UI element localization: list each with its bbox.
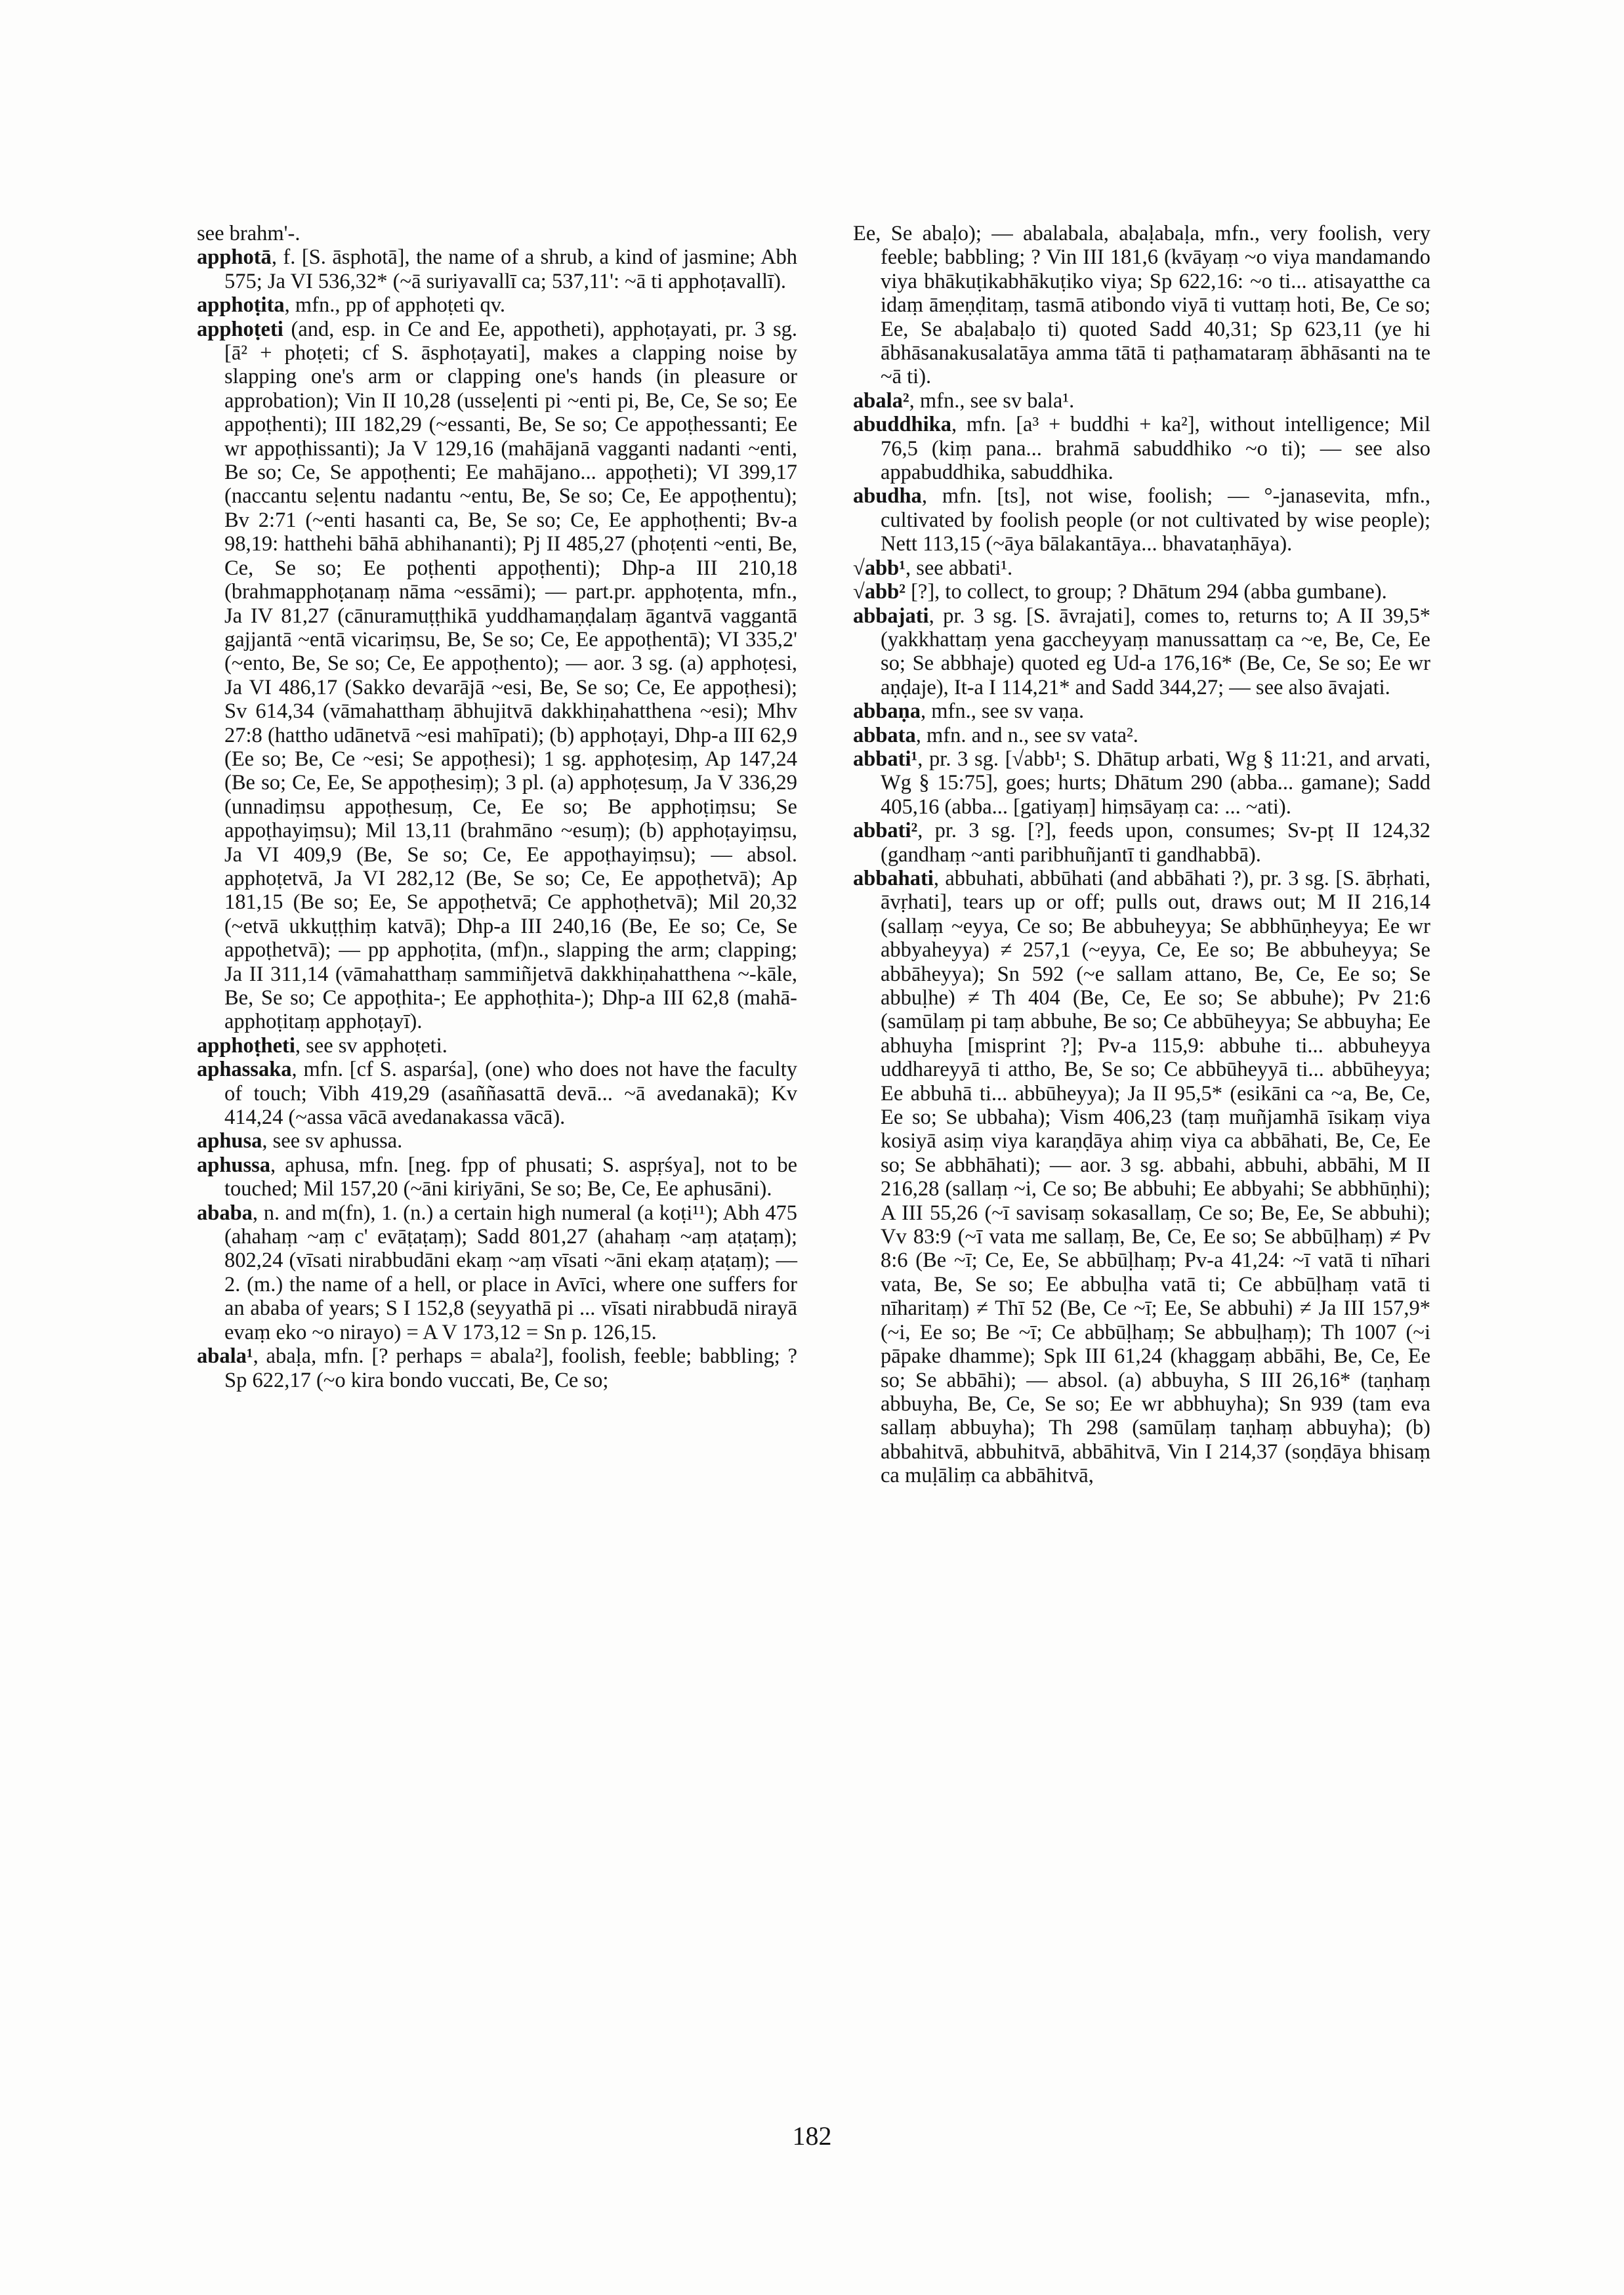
entry-text: (and, esp. in Ce and Ee, appotheti), apphoṭayati, pr. 3 sg. [ā² + phoṭeti; cf S. āsphoṭayati], makes a clapping noise by slapping one's arm or clapping one's hands (in pleasure or approbation); Vin II 10,28 (usseḷenti pi ~enti pi, Be, Ce, Se so; Ee appoṭhenti); III 182,29 (~essanti, Be, Se so; Ce appoṭhessanti; Ee wr appoṭhissanti); Ja V 129,16 (mahājanā vagganti nadanti ~enti, Be so; Ce, Se appoṭhenti; Ee mahājano... appoṭheti); VI 399,17 (naccantu seḷentu nadantu ~entu, Be, Se so; Ce, Ee appoṭhentu); Bv 2:71 (~enti hasanti ca, Be, Se so; Ce, Ee apphoṭhenti; Bv-a 98,19: hatthehi bāhā abhihananti); Pj II 485,27 (phoṭenti ~enti, Be, Ce, Se so; Ee poṭhenti appoṭhenti); Dhp-a III 210,18 (brahmapphoṭanaṃ nāma ~essāmi); — part.pr. apphoṭenta, mfn., Ja IV 81,27 (cānuramuṭṭhikā yuddhamaṇḍalaṃ āgantvā vaggantā gajjantā ~entā vicariṃsu, Be, Se so; Ce, Ee appoṭhentā); VI 335,2' (~ento, Be, Se so; Ce, Ee appoṭhento); — aor. 3 sg. (a) apphoṭesi, Ja VI 486,17 (Sakko devarājā ~esi, Be, Se so; Ce, Ee appoṭhesi); Sv 614,34 (vāmahatthaṃ ābhujitvā dakkhiṇahatthena ~esi); Mhv 27:8 (hattho udānetvā ~esi mahīpati); (b) apphoṭayi, Dhp-a III 62,9 (Ee so; Be, Ce ~esi; Se appoṭhesi); 1 sg. apphoṭesiṃ, Ap 147,24 (Be so; Ce, Ee, Se appoṭhesiṃ); 3 pl. (a) apphoṭesuṃ, Ja V 336,29 (unnadiṃsu appoṭhesuṃ, Ce, Ee so; Be apphoṭiṃsu; Se appoṭhayiṃsu); Mil 13,11 (brahmāno ~esuṃ); (b) apphoṭayiṃsu, Ja VI 409,9 (Be, Se so; Ce, Ee appoṭhayiṃsu); — absol. apphoṭetvā, Ja VI 282,12 (Be, Se so; Ce, Ee appoṭhetvā); Ap 181,15 (Be so; Ee, Se appoṭhetvā; Ce apphoṭhetvā); Mil 20,32 (~etvā ukkuṭṭhiṃ katvā); Dhp-a III 240,16 (Be, Ee so; Ce, Se appoṭhetvā); — pp apphoṭita, (mf)n., slapping the arm; clapping; Ja II 311,14 (vāmahatthaṃ sammiñjetvā dakkhiṇahatthena ~-kāle, Be, Se so; Ce appoṭhita-; Ee apphoṭhita-); Dhp-a III 62,8 (mahā-apphoṭitaṃ apphoṭayī). — [224, 317, 797, 1034]
entry-headword: abala¹ — [197, 1344, 253, 1369]
entry-headword: ababa — [197, 1201, 253, 1225]
entry-headword: aphassaka — [197, 1058, 292, 1082]
entry-headword: abudha — [853, 484, 922, 508]
dictionary-entry — [197, 222, 797, 245]
dictionary-entry — [197, 1034, 797, 1058]
entry-text: , mfn. and n., see sv vata². — [915, 723, 1138, 747]
dictionary-entry — [853, 484, 1430, 556]
dictionary-entry — [853, 604, 1430, 700]
entry-text: Ee, Se abaḷo); — abalabala, abaḷabaḷa, mfn., very foolish, very feeble; babbling; ? Vin III 181,6 (kvāyaṃ ~o viya mandamando viya bhākuṭikabhākuṭiko viya; Sp 622,16: ~o ti... atisayatthe ca idaṃ āmeṇḍitaṃ, tasmā atibondo viyā ti vuttaṃ hoti, Be, Ce so; Ee, Se abaḷabaḷo ti) quoted Sadd 40,31; Sp 623,11 (ye hi ābhāsanakusalatāya amma tātā ti paṭhamataraṃ ābhāsanti na te ~ā ti). — [853, 222, 1430, 389]
entry-text: , pr. 3 sg. [√abb¹; S. Dhātup arbati, Wg § 11:21, and arvati, Wg § 15:75], goes; hurts; Dhātum 290 (abba... gamane); Sadd 405,16 (abba... [gatiyaṃ] hiṃsāyaṃ ca: ... ~ati). — [881, 747, 1430, 819]
dictionary-entry — [853, 724, 1430, 747]
dictionary-entry — [853, 867, 1430, 1488]
dictionary-entry — [197, 318, 797, 1034]
entry-headword: apphoṭeti — [197, 317, 283, 341]
entry-text: , pr. 3 sg. [S. āvrajati], comes to, returns to; A II 39,5* (yakkhattaṃ yena gaccheyyaṃ manussattaṃ ca ~e, Be, Ce, Ee so; Se abbhaje) quoted eg Ud-a 176,16* (Be, Ce, Se so; Ee wr aṇḍaje), It-a I 114,21* and Sadd 344,27; — see also āvajati. — [881, 604, 1430, 699]
entry-headword: aphusa — [197, 1129, 262, 1153]
entry-text: , mfn., see sv bala¹. — [909, 388, 1075, 413]
entry-text: , mfn., see sv vaṇa. — [920, 699, 1085, 724]
dictionary-entry — [197, 1058, 797, 1129]
entry-headword: apphotā — [197, 245, 272, 270]
dictionary-entry — [853, 747, 1430, 819]
dictionary-entry — [853, 699, 1430, 723]
entry-text: , abbuhati, abbūhati (and abbāhati ?), pr. 3 sg. [S. ābṛhati, āvṛhati], tears up or off; pulls out, draws out; M II 216,14 (sallaṃ ~eyya, Ce so; Be abbuheyya; Se abbhūṇheyya; Ee wr abbyaheyya) ≠ 257,1 (~eyya, Ce, Ee so; Be abbuheyya; Se abbāheyya); Sn 592 (~e sallam attano, Be, Ce, Ee so; Se abbuḷhe) ≠ Th 404 (Be, Ce, Ee so; Se abbuhe); Pv 21:6 (samūlaṃ pi taṃ abbuhe, Be so; Ce abbūheyya; Se abbuyha; Ee abhuyha [misprint ?]; Pv-a 115,9: abbuhe ti... abbuheyya uddhareyyā ti attho, Be, Se so; Ce abbūheyyā ti... abbūheyya; Ee abbuhā ti... abbūheyya); Ja II 95,5* (esikāni ca ~a, Be, Ce, Ee so; Se ubbaha); Vism 406,23 (taṃ muñjamhā īsikaṃ viya kosiyā asiṃ viya karaṇḍāya ahiṃ viya ca abbāhati, Be, Ce, Ee so; Se abbhāhati); — aor. 3 sg. abbahi, abbuhi, abbāhi, M II 216,28 (sallaṃ ~i, Ce so; Be abbuhi; Ee abbyahi; Se abbhūṇhi); A III 55,26 (~ī savisaṃ sokasallaṃ, Ce so; Be, Ee, Se abbuhi); Vv 83:9 (~ī vata me sallaṃ, Be, Ce, Ee so; Se abbūḷhaṃ) ≠ Pv 8:6 (Be ~ī; Ce, Ee, Se abbūḷhaṃ; Pv-a 41,24: ~ī vatā ti nīhari vata, Be, Se so; Ee abbuḷha vatā ti; Ce abbūḷhaṃ vatā ti nīharitaṃ) ≠ Thī 52 (Be, Ce ~ī; Ee, Se abbuhi) ≠ Ja III 157,9* (~i, Ee so; Be ~ī; Ce abbūḷhaṃ; Se abbuḷhaṃ); Th 1007 (~i pāpake dhamme); Spk III 61,24 (khaggaṃ abbāhi, Be, Ce, Ee so; Se abbāhi); — absol. (a) abbuyha, S III 26,16* (taṇhaṃ abbuyha, Be, Ce, Se so; Ee wr abbhuyha); Sn 939 (tam eva sallaṃ abbuyha); Th 298 (samūlaṃ taṇhaṃ abbuyha); (b) abbahitvā, abbuhitvā, abbāhitvā, Vin I 214,37 (soṇḍāya bhisaṃ ca muḷāliṃ ca abbāhitvā, — [881, 866, 1430, 1488]
entry-headword: abbata — [853, 723, 916, 747]
dictionary-entry — [197, 1153, 797, 1201]
entry-headword: √abb² — [853, 580, 906, 604]
entry-headword: √abb¹ — [853, 556, 906, 580]
entry-text: , aphusa, mfn. [neg. fpp of phusati; S. aspṛśya], not to be touched; Mil 157,20 (~āni kiriyāni, Se so; Be, Ce, Ee aphusāni). — [224, 1153, 797, 1201]
entry-text: , see sv aphussa. — [262, 1129, 403, 1153]
entry-headword: apphoṭita — [197, 293, 285, 318]
entry-headword: aphussa — [197, 1153, 271, 1177]
right-column — [853, 222, 1430, 1488]
left-column — [197, 222, 797, 1392]
dictionary-entry — [853, 413, 1430, 484]
entry-text: , f. [S. āsphotā], the name of a shrub, a kind of jasmine; Abh 575; Ja VI 536,32* (~ā suriyavallī ca; 537,11': ~ā ti apphoṭavallī). — [224, 245, 797, 293]
entry-text: , mfn. [a³ + buddhi + ka²], without intelligence; Mil 76,5 (kiṃ pana... brahmā sabuddhiko ~o ti); — see also appabuddhika, sabuddhika. — [881, 413, 1430, 485]
entry-text: , abaḷa, mfn. [? perhaps = abala²], foolish, feeble; babbling; ? Sp 622,17 (~o kira bondo vuccati, Be, Ce so; — [224, 1344, 797, 1392]
entry-text: , mfn. [cf S. asparśa], (one) who does not have the faculty of touch; Vibh 419,29 (asaññasattā devā... ~ā avedanakā); Kv 414,24 (~assa vācā avedanakassa vācā). — [224, 1058, 797, 1130]
dictionary-entry — [197, 245, 797, 293]
page-number: 182 — [792, 2121, 832, 2151]
entry-text: , pr. 3 sg. [?], feeds upon, consumes; Sv-pṭ II 124,32 (gandhaṃ ~anti paribhuñjantī ti gandhabbā). — [881, 819, 1430, 867]
entry-headword: abbati¹ — [853, 747, 918, 771]
dictionary-entry — [197, 1344, 797, 1392]
entry-headword: abbahati — [853, 866, 934, 890]
entry-headword: abbati² — [853, 819, 918, 843]
entry-text: , see abbati¹. — [905, 556, 1013, 580]
entry-text: [?], to collect, to group; ? Dhātum 294 (abba gumbane). — [905, 580, 1387, 604]
entry-headword: abbajati — [853, 604, 929, 628]
entry-text: , n. and m(fn), 1. (n.) a certain high numeral (a koṭi¹¹); Abh 475 (ahahaṃ ~aṃ c' evāṭaṭaṃ); Sadd 801,27 (ahahaṃ ~aṃ aṭaṭaṃ); 802,24 (vīsati nirabbudāni ekaṃ ~aṃ vīsati ~āni ekaṃ aṭaṭaṃ); — 2. (m.) the name of a hell, or place in Avīci, where one suffers for an ababa of years; S I 152,8 (seyyathā pi ... vīsati nirabbudā nirayā evaṃ eko ~o nirayo) = A V 173,12 = Sn p. 126,15. — [224, 1201, 797, 1344]
dictionary-entry — [853, 580, 1430, 604]
entry-headword: abuddhika — [853, 413, 951, 437]
dictionary-entry — [853, 389, 1430, 413]
entry-headword: apphoṭheti — [197, 1033, 295, 1058]
dictionary-entry — [197, 1129, 797, 1153]
entry-text: , mfn., pp of apphoṭeti qv. — [284, 293, 506, 318]
entry-text: , mfn. [ts], not wise, foolish; — °-janasevita, mfn., cultivated by foolish people (or not cultivated by wise people); Nett 113,15 (~āya bālakantāya... bhavataṇhāya). — [881, 484, 1430, 556]
entry-text: , see sv apphoṭeti. — [295, 1033, 448, 1058]
entry-text: see brahm'-. — [197, 222, 301, 245]
dictionary-entry — [853, 222, 1430, 389]
dictionary-entry — [853, 556, 1430, 580]
entry-headword: abala² — [853, 388, 909, 413]
dictionary-entry — [197, 293, 797, 317]
entry-headword: abbaṇa — [853, 699, 921, 724]
dictionary-entry — [853, 819, 1430, 867]
dictionary-entry — [197, 1201, 797, 1344]
